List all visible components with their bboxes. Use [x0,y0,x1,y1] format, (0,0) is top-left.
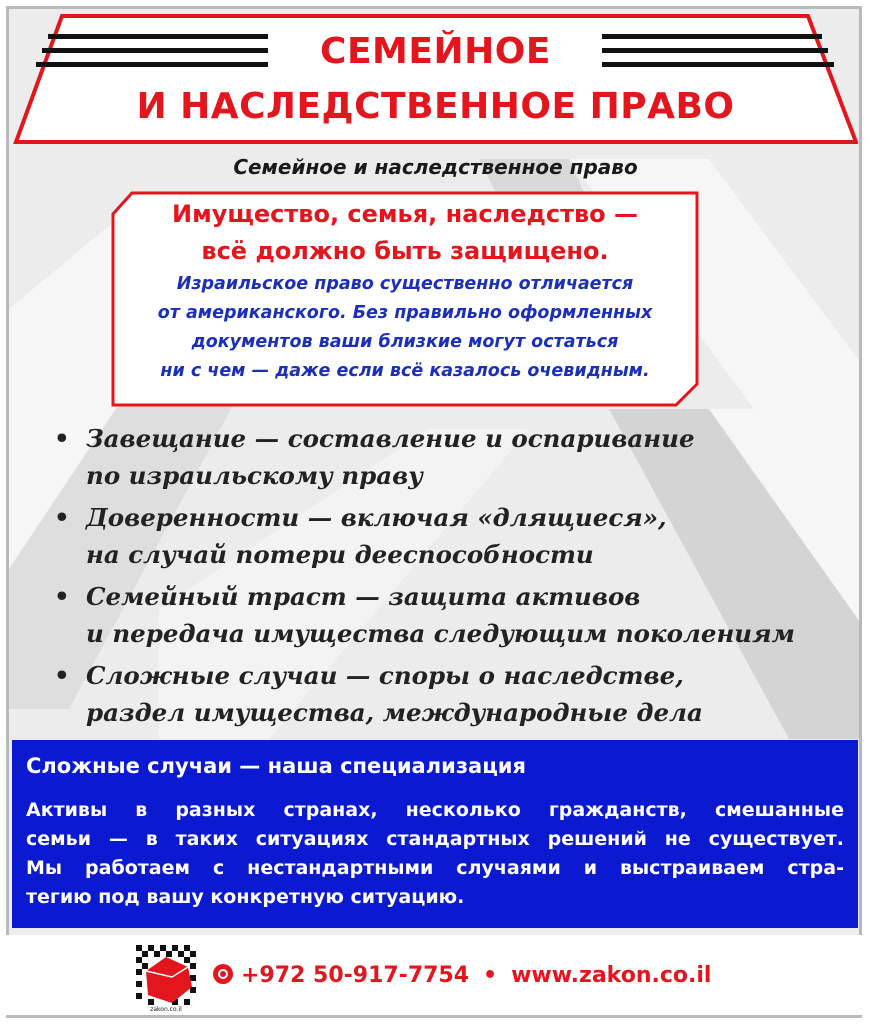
service-text: на случай потери дееспособности [86,540,594,569]
callout-body-line: Израильское право существенно отличается [176,274,634,294]
callout-body-line: документов ваши близкие могут остаться [191,332,619,352]
service-item-power-of-attorney [50,499,850,573]
specialization-line: Активы в разных странах, несколько гражданств, смешанные [26,799,844,821]
specialization-line: семьи — в таких ситуациях стандартных решений не существует. [26,828,844,850]
service-text: Доверенности — включая «длящиеся», [86,503,667,532]
title-line-1: СЕМЕЙНОЕ [320,31,551,72]
website-link[interactable]: www.zakon.co.il [511,963,712,988]
specialization-line: тегию под вашу конкретную ситуацию. [26,886,465,908]
service-text: и передача имущества следующим поколениям [86,619,795,648]
callout-content [118,196,692,386]
separator-dot: • [483,963,498,988]
zakon-logo[interactable] [132,943,200,1013]
bullet-icon: • [54,582,70,611]
services-list [50,420,850,736]
callout-body-line: ни с чем — даже если всё казалось очевидным. [160,361,650,381]
specialization-heading: Сложные случаи — наша специализация [26,754,526,778]
service-item-family-trust [50,578,850,652]
service-text: Сложные случаи — споры о наследстве, [86,661,684,690]
specialization-body [26,796,844,912]
service-item-complex-cases [50,657,850,731]
callout-headline-line: Имущество, семья, наследство — [171,200,639,228]
callout-body-line: от американского. Без правильно оформленных [157,303,653,323]
callout-headline-line: всё должно быть защищено. [201,237,609,265]
bullet-icon: • [54,424,70,453]
bullet-icon: • [54,503,70,532]
viber-icon [213,964,233,984]
specialization-line: Мы работаем с нестандартными случаями и выстраиваем стра- [26,857,844,879]
service-text: Завещание — составление и оспаривание [86,424,695,453]
subtitle: Семейное и наследственное право [233,155,638,179]
service-text: раздел имущества, международные дела [86,698,703,727]
phone-link[interactable]: +972 50-917-7754 [241,963,470,988]
title-line-2: И НАСЛЕДСТВЕННОЕ ПРАВО [136,86,735,127]
service-text: по израильскому праву [86,461,423,490]
specialization-box [12,740,858,928]
logo-caption: zakon.co.il [150,1006,182,1013]
footer [0,935,871,1015]
service-text: Семейный траст — защита активов [86,582,641,611]
service-item-will [50,420,850,494]
contact-line [213,963,711,988]
bullet-icon: • [54,661,70,690]
